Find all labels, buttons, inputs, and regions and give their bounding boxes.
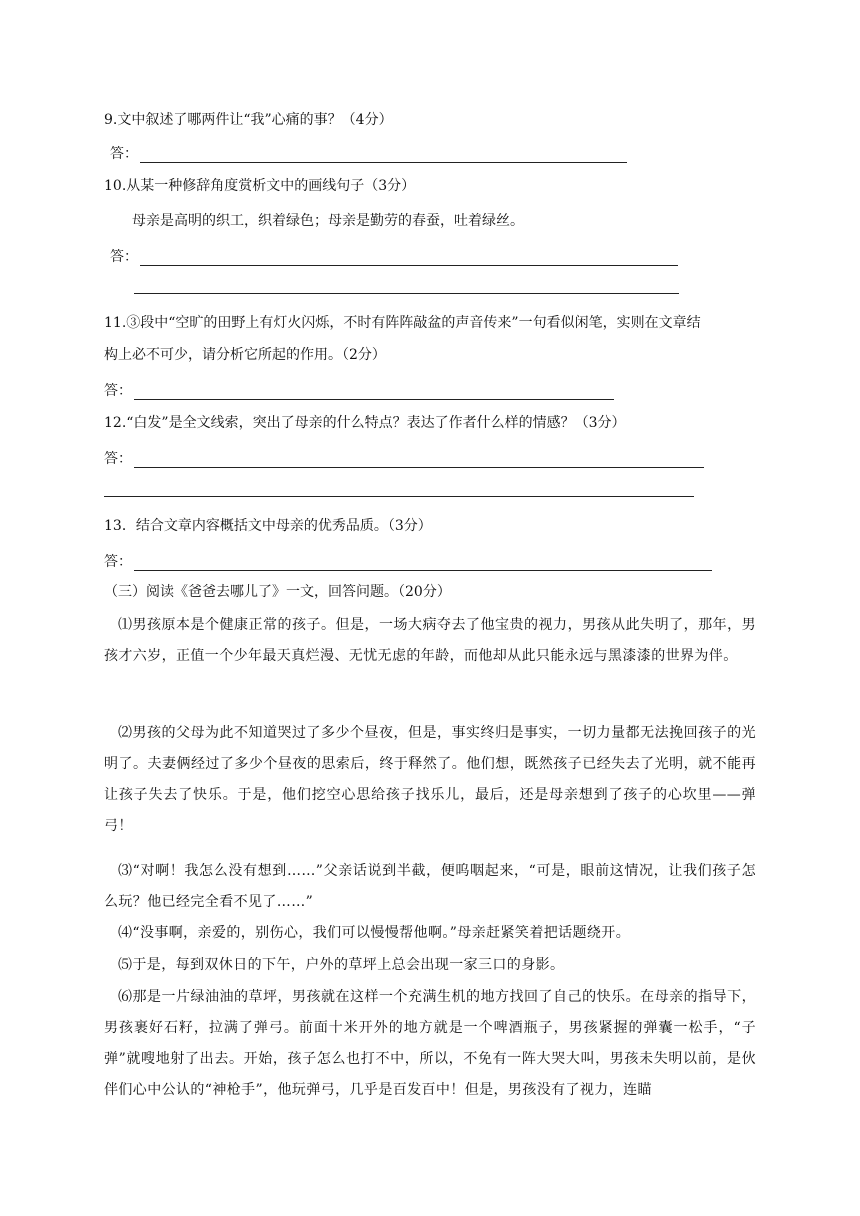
answer-line[interactable] [134,453,704,468]
paragraph-5: ⑸于是，每到双休日的下午，户外的草坪上总会出现一家三口的身影。 [118,957,565,973]
answer-line-extra[interactable] [104,496,694,497]
answer-line[interactable] [134,556,712,571]
paragraph-4: ⑷“没事啊，亲爱的，别伤心，我们可以慢慢帮他啊。”母亲赶紧笑着把话题绕开。 [118,925,631,941]
section-3-heading: （三）阅读《爸爸去哪儿了》一文，回答问题。（20分） [104,584,451,600]
answer-label: 答： [110,146,138,162]
answer-line[interactable] [134,385,614,400]
answer-line[interactable] [140,251,678,266]
answer-10 [110,246,678,266]
answer-label: 答： [104,383,132,399]
answer-label: 答： [110,249,138,265]
paragraph-2: ⑵男孩的父母为此不知道哭过了多少个昼夜，但是，事实终归是事实，一切力量都无法挽回孩子的光明了。夫妻俩经过了多少个昼夜的思索后，终于释然了。他们想，既然孩子已经失去了光明，就不能再让孩子失去了快乐。于是，他们挖空心思给孩子找乐儿，最后，还是母亲想到了孩子的心坎里——弹弓！ [104,725,756,834]
question-13: 13．结合文章内容概括文中母亲的优秀品质。（3分） [104,518,432,534]
question-12: 12.“白发”是全文线索，突出了母亲的什么特点？表达了作者什么样的情感？（3分） [104,415,626,431]
answer-12 [104,448,704,468]
answer-13 [104,551,712,571]
answer-label: 答： [104,451,132,467]
paragraph-3: ⑶“对啊！我怎么没有想到……”父亲话说到半截，便呜咽起来，“可是，眼前这情况，让我们孩子怎么玩？他已经完全看不见了……” [104,863,756,910]
answer-label: 答： [104,554,132,570]
question-11-line2: 构上必不可少，请分析它所起的作用。（2分） [104,347,386,363]
question-9: 9.文中叙述了哪两件让“我”心痛的事？（4分） [104,112,393,128]
question-10: 10.从某一种修辞角度赏析文中的画线句子（3分） [104,178,416,194]
answer-line[interactable] [140,148,627,163]
answer-9 [110,143,627,163]
question-11-line1: 11.③段中“空旷的田野上有灯火闪烁，不时有阵阵敲盆的声音传来”一句看似闲笔，实则在文章结 [104,315,701,331]
paragraph-6: ⑹那是一片绿油油的草坪，男孩就在这样一个充满生机的地方找回了自己的快乐。在母亲的指导下，男孩裹好石籽，拉满了弹弓。前面十米开外的地方就是一个啤酒瓶子，男孩紧握的弹囊一松手，“子弹”就嗖地射了出去。开始，孩子怎么也打不中，所以，不免有一阵大哭大叫，男孩未失明以前，是伙伴们心中公认的“神枪手”，他玩弹弓，几乎是百发百中！但是，男孩没有了视力，连瞄 [104,989,756,1098]
paragraph-1: ⑴男孩原本是个健康正常的孩子。但是，一场大病夺去了他宝贵的视力，男孩从此失明了，那年，男孩才六岁，正值一个少年最天真烂漫、无忧无虑的年龄，而他却从此只能永远与黑漆漆的世界为伴。 [104,617,756,664]
answer-line-extra[interactable] [134,293,679,294]
question-10-quote: 母亲是高明的织工，织着绿色；母亲是勤劳的春蚕，吐着绿丝。 [132,213,524,229]
answer-11 [104,380,614,400]
